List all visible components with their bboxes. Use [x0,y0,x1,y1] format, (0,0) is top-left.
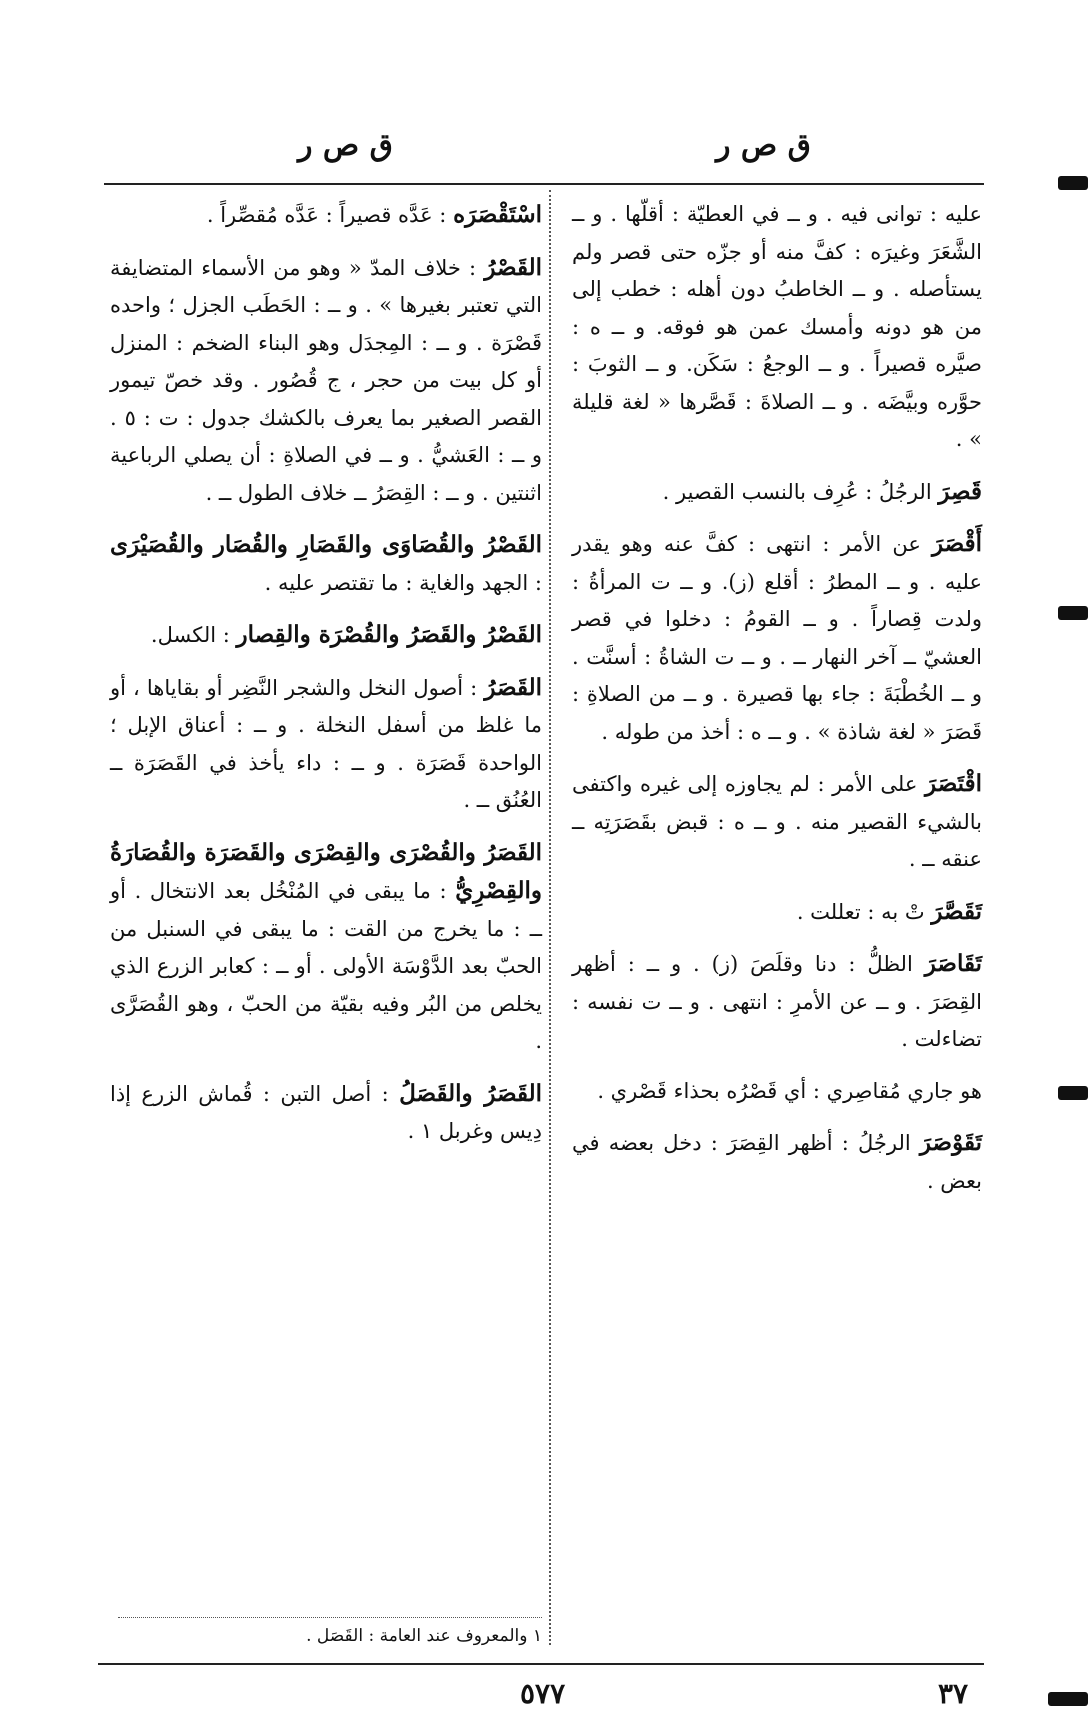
dictionary-entry [572,196,982,459]
scan-edge-mark [1058,1086,1088,1100]
entry-definition: عليه : توانى فيه . و ــ في العطيّة : أقلّها . و ــ الشَّعَرَ وغيرَه : كفَّ منه أو جزّه حتى قصر ولم يستأصله . و ــ الخاطبُ دون أهله : خطب إلى من هو دونه وأمسك عمن هو فوقه. و ــ ه : صيَّره قصيراً . و ــ الوجعُ : سَكَن. و ــ الثوبَ : حوَّره وبيَّضَه . و ــ الصلاةَ : قَصَّرها « لغة قليلة » . [572,202,982,451]
entry-headword: القَصَرُ [484,673,542,701]
entry-definition: عن الأمر : انتهى : كفَّ عنه وهو يقدر عليه . و ــ المطرُ : أقلع (ز). و ــ ت المرأةُ : ولدت قِصاراً . و ــ القومُ : دخلوا في قصر العشيّ ــ آخر النهار ــ . و ــ ت الشاةُ : أسنَّت . و ــ الخُطْبَةَ : جاء بها قصيرة . و ــ من الصلاةِ : قَصَرَ « لغة شاذة » . و ــ ه : أخذ من طوله . [572,532,982,744]
dictionary-column-left [110,196,542,1165]
dictionary-entry [110,669,542,820]
entry-headword: اسْتَقْصَرَه [453,201,542,228]
entry-headword: القَصْرُ والقَصَرُ والقُصْرَة والقِصار [236,621,542,648]
entry-headword: القَصَرُ والقُصْرَى والقِصْرَى والقَصَرَة والقُصَارَةُ والقِصْرِيُّ [110,838,542,904]
entry-definition: : خلاف المدّ « وهو من الأسماء المتضايفة التي تعتبر بغيرها » . و ــ : الحَطَب الجزل ؛ واحده قَصْرَة . و ــ : المِجدَل وهو البناء الضخم : المنزل أو كل بيت من حجر ، ج قُصُور . وقد خصّ تيمور القصر الصغير بما يعرف بالكشك جدول : ت : ٥ . و ــ : العَشيُّ . و ــ في الصلاةِ : أن يصلي الرباعية اثنتين . و ــ : القِصَرُ ــ خلاف الطول ــ . [110,255,542,505]
entry-definition: : أصل التبن : قُماش الزرع إذا دِيس وغربل ١ . [110,1081,542,1143]
entry-definition: على الأمر : لم يجاوزه إلى غيره واكتفى بالشيء القصير منه . و ــ ه : قبض بقَصَرَتِه ــ عنقه ــ . [572,772,982,871]
entry-definition: : الجهد والغاية : ما تقتصر عليه . [264,570,542,595]
dictionary-column-right [572,196,982,1214]
footnote-rule [118,1617,542,1618]
entry-headword: القَصْرُ والقُصَاوَى والقَصَارِ والقُصَار والقُصَيْرَى [110,531,542,558]
entry-definition: تْ به : تعللت . [796,899,925,924]
entry-definition: هو جاري مُقاصِري : أي قَصْرُه بحذاء قَصْري . [597,1078,982,1103]
dictionary-entry [110,616,542,655]
dictionary-entry [572,893,982,932]
entry-definition: : عَدَّه قصيراً : عَدَّه مُقصِّراً . [206,203,447,227]
dictionary-entry [110,834,542,1061]
entry-headword: تَقَصَّرَ [931,897,982,925]
scan-edge-mark [1048,1692,1088,1706]
entry-headword: قَصِرَ [938,477,982,505]
dictionary-entry [110,1075,542,1151]
entry-definition: الرجُلُ : أظهر القِصَرَ : دخل بعضه في بعض . [572,1131,982,1193]
scan-edge-mark [1058,176,1088,190]
dictionary-entry [572,1124,982,1200]
dictionary-entry [572,945,982,1059]
footnote: ١ والمعروف عند العامة : القَصَل . [306,1626,542,1646]
entry-definition: : أصول النخل والشجر النَّضِر أو بقاياها ، أو ما غلظ من أسفل النخلة . و ــ : أعناق الإبل ؛ الواحدة قَصَرَة . و ــ : داء يأخذ في القَصَرَة ــ العُنُق ــ . [110,675,542,812]
entry-headword: تَقَوْصَرَ [919,1129,982,1156]
entry-definition: الرجُلُ : عُرِف بالنسب القصير . [662,479,932,504]
scan-edge-mark [1058,606,1088,620]
header-rule [104,183,984,185]
entry-definition: : ما يبقى في المُنْخُل بعد الانتخال . أو ــ : ما يخرج من القت : ما يبقى في السنبل من الحبّ بعد الدَّوْسَة الأولى . أو ــ : كعابر الزرع الذي يخلص من البُر وفيه بقيّة من الحبّ ، وهو القُصَرَّى . [110,879,542,1053]
dictionary-entry [110,526,542,602]
page-number-right: ٣٧ [938,1677,969,1710]
running-header-left: ق ص ر [298,128,393,163]
entry-headword: القَصَرُ والقَصَلُ [399,1079,543,1107]
entry-headword: اقْتَصَرَ [925,770,982,797]
page-number-left: ٥٧٧ [520,1677,566,1710]
entry-headword: تَقَاصَرَ [924,950,982,977]
dictionary-entry [572,525,982,751]
entry-definition: الظلُّ : دنا وقلَصَ (ز) . و ــ : أظهر القِصَرَ . و ــ عن الأمرِ : انتهى . و ــ ت نفسه : تضاءلت . [572,952,982,1051]
footer-rule [98,1663,984,1665]
entry-headword: أَقْصَرَ [931,530,982,557]
running-header-right: ق ص ر [716,128,811,163]
entry-headword: القَصْرُ [484,253,542,281]
dictionary-entry [572,473,982,512]
dictionary-entry [110,196,542,235]
column-divider [549,190,551,1645]
dictionary-entry [572,1073,982,1111]
dictionary-entry [110,249,542,513]
entry-definition: : الكسل. [150,623,230,647]
dictionary-entry [572,765,982,879]
